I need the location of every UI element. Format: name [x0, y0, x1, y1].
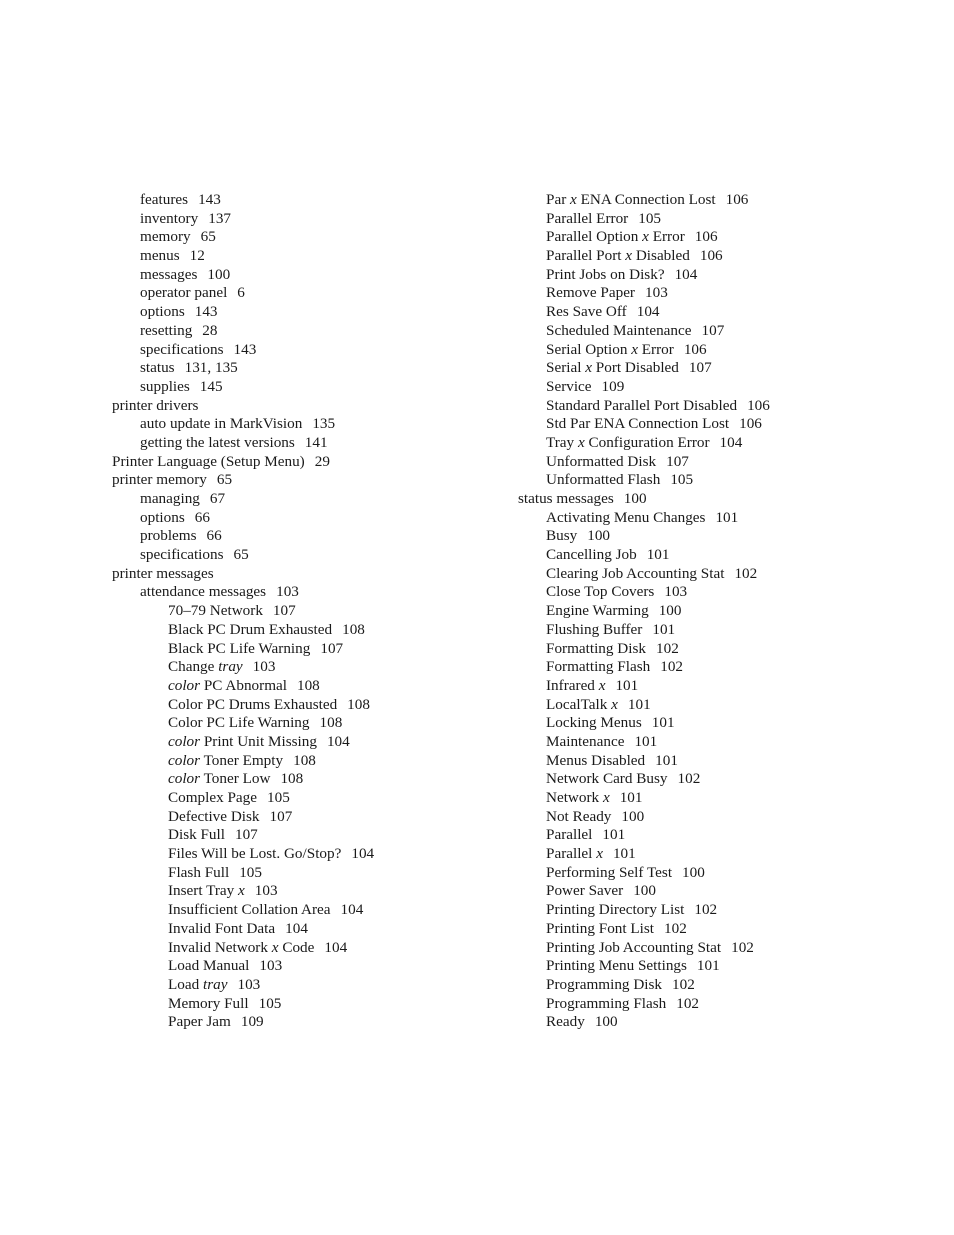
index-entry: [518, 845, 918, 864]
entry-term: Par: [546, 191, 571, 208]
page-reference[interactable]: 108: [342, 620, 365, 638]
entry-term: Complex Page: [168, 789, 258, 806]
page-reference[interactable]: 107: [234, 826, 258, 844]
page-reference[interactable]: 101: [651, 714, 675, 732]
page-reference[interactable]: 100: [633, 882, 656, 900]
index-entry: [518, 583, 918, 602]
index-entry: [518, 228, 918, 247]
entry-term: Serial Option: [546, 340, 632, 358]
index-entry: [112, 957, 512, 976]
index-entry: [112, 583, 512, 602]
entry-term: Invalid Network: [168, 938, 272, 956]
index-entry: [518, 640, 918, 659]
index-entry: [518, 808, 918, 827]
page-reference[interactable]: 135: [312, 415, 336, 433]
page-reference[interactable]: 106: [699, 247, 723, 265]
index-entry: [112, 845, 512, 864]
page-reference[interactable]: 101: [655, 751, 678, 769]
entry-term: printer drivers: [112, 396, 199, 414]
page-reference[interactable]: 103: [252, 658, 276, 676]
index-entry: [112, 415, 512, 434]
entry-term: Files Will be Lost. Go/Stop?: [168, 845, 342, 863]
page-reference[interactable]: 100: [594, 1013, 618, 1031]
entry-term: Formatting Flash: [546, 658, 651, 676]
entry-term: Change: [168, 658, 219, 676]
entry-term: Code: [278, 938, 315, 956]
index-entry: [112, 434, 512, 453]
page-reference[interactable]: 108: [347, 695, 370, 713]
page-reference[interactable]: 104: [719, 433, 743, 451]
entry-term: Unformatted Disk: [546, 452, 657, 470]
entry-term: x: [598, 676, 606, 694]
index-entry: [112, 490, 512, 509]
index-entry: [112, 882, 512, 901]
entry-term: x: [271, 938, 279, 956]
index-heading: [518, 490, 918, 509]
page-reference[interactable]: 29: [314, 452, 330, 470]
entry-term: Paper Jam: [168, 1013, 231, 1031]
index-entry: [112, 1013, 512, 1032]
entry-term: x: [631, 340, 638, 358]
index-entry: [518, 995, 918, 1014]
page-reference[interactable]: 106: [725, 191, 749, 208]
index-entry: [518, 284, 918, 303]
entry-term: messages: [140, 265, 198, 283]
page-reference[interactable]: 107: [269, 807, 293, 825]
entry-term: attendance messages: [140, 583, 267, 601]
index-entry: [112, 826, 512, 845]
index-entry: [518, 733, 918, 752]
entry-term: Error: [648, 228, 685, 246]
entry-term: specifications: [140, 340, 224, 358]
entry-term: Serial: [546, 359, 586, 377]
entry-term: 70–79 Network: [168, 602, 263, 620]
index-entry: [518, 957, 918, 976]
index-entry: [518, 266, 918, 285]
entry-term: Parallel Option: [546, 228, 643, 246]
index-column-right: [518, 191, 918, 1032]
index-entry: [112, 752, 512, 771]
index-entry: [518, 415, 918, 434]
index-heading: [112, 471, 512, 490]
index-entry: [518, 471, 918, 490]
page-reference[interactable]: 104: [324, 938, 348, 956]
page-reference[interactable]: 105: [267, 789, 290, 806]
entry-term: Performing Self Test: [546, 863, 673, 881]
page-reference[interactable]: 100: [207, 265, 231, 283]
entry-term: x: [577, 433, 585, 451]
index-entry: [112, 733, 512, 752]
index-entry: [518, 901, 918, 920]
page-reference[interactable]: 101: [634, 732, 658, 750]
page-reference[interactable]: 102: [672, 975, 695, 993]
page-reference[interactable]: 107: [320, 639, 344, 657]
entry-term: Disabled: [632, 247, 690, 265]
page-reference[interactable]: 102: [664, 919, 687, 937]
entry-term: Printing Menu Settings: [546, 957, 687, 975]
index-entry: [112, 266, 512, 285]
entry-term: Scheduled Maintenance: [546, 321, 692, 339]
index-entry: [112, 714, 512, 733]
entry-term: x: [596, 845, 603, 863]
page-reference[interactable]: 103: [259, 957, 283, 975]
entry-term: x: [602, 789, 610, 806]
page-reference[interactable]: 107: [272, 602, 296, 620]
entry-term: Black PC Life Warning: [168, 639, 311, 657]
page-reference[interactable]: 101: [696, 957, 720, 975]
page-reference[interactable]: 106: [683, 340, 707, 358]
page-reference[interactable]: 145: [199, 377, 223, 395]
index-entry: [518, 939, 918, 958]
page-reference[interactable]: 108: [280, 770, 304, 788]
entry-term: tray: [203, 975, 228, 993]
page-reference[interactable]: 108: [296, 676, 320, 694]
index-entry: [518, 453, 918, 472]
entry-term: x: [625, 247, 633, 265]
entry-term: operator panel: [140, 284, 228, 302]
entry-term: Service: [546, 377, 592, 395]
entry-term: Cancelling Job: [546, 546, 637, 564]
page-reference[interactable]: 104: [285, 919, 308, 937]
page-reference[interactable]: 103: [645, 284, 668, 302]
page-reference[interactable]: 103: [664, 583, 688, 601]
entry-term: Insert Tray: [168, 882, 239, 900]
page-reference[interactable]: 101: [619, 789, 643, 806]
index-entry: [518, 752, 918, 771]
entry-term: problems: [140, 527, 197, 545]
index-entry: [518, 882, 918, 901]
page-reference[interactable]: 102: [676, 994, 700, 1012]
page-reference[interactable]: 65: [216, 471, 233, 489]
index-entry: [112, 864, 512, 883]
index-entry: [112, 546, 512, 565]
page-reference[interactable]: 103: [276, 583, 299, 601]
page-reference[interactable]: 6: [237, 284, 245, 302]
entry-term: Color PC Life Warning: [168, 714, 310, 732]
index-entry: [112, 920, 512, 939]
index-entry: [112, 378, 512, 397]
page-reference[interactable]: 141: [304, 433, 328, 451]
index-entry: [518, 322, 918, 341]
index-entry: [518, 826, 918, 845]
entry-term: options: [140, 508, 185, 526]
page-reference[interactable]: 100: [623, 490, 647, 507]
index-entry: [518, 696, 918, 715]
page-reference[interactable]: 103: [237, 975, 261, 993]
entry-term: Not Ready: [546, 807, 612, 825]
index-entry: [518, 210, 918, 229]
index-entry: [518, 976, 918, 995]
entry-term: Memory Full: [168, 994, 249, 1012]
index-entry: [112, 640, 512, 659]
index-entry: [112, 341, 512, 360]
page-reference[interactable]: 103: [254, 882, 278, 900]
entry-term: status messages: [518, 490, 614, 507]
page-reference[interactable]: 104: [340, 901, 364, 919]
entry-term: Disk Full: [168, 826, 225, 844]
index-entry: [112, 284, 512, 303]
entry-term: Defective Disk: [168, 807, 260, 825]
index-entry: [112, 303, 512, 322]
index-heading: [112, 453, 512, 472]
entry-term: Power Saver: [546, 882, 624, 900]
page-reference[interactable]: 105: [638, 209, 662, 227]
entry-term: Load Manual: [168, 957, 250, 975]
page-reference[interactable]: 101: [602, 826, 626, 844]
index-entry: [518, 303, 918, 322]
entry-term: x: [642, 228, 649, 246]
entry-term: x: [585, 359, 592, 377]
entry-term: status: [140, 359, 175, 377]
page-reference[interactable]: 101: [612, 845, 636, 863]
entry-term: Tray: [546, 433, 578, 451]
entry-term: Unformatted Flash: [546, 471, 661, 489]
entry-term: memory: [140, 228, 191, 246]
index-entry: [112, 228, 512, 247]
page-reference[interactable]: 105: [239, 863, 262, 881]
entry-term: printer messages: [112, 564, 214, 582]
entry-term: x: [570, 191, 577, 208]
page-reference[interactable]: 105: [670, 471, 694, 489]
entry-term: Toner Low: [200, 770, 271, 788]
entry-term: Network Card Busy: [546, 770, 668, 788]
index-entry: [518, 378, 918, 397]
index-entry: [518, 677, 918, 696]
entry-term: Configuration Error: [584, 433, 710, 451]
page-reference[interactable]: 102: [731, 938, 754, 956]
entry-term: color: [168, 676, 201, 694]
page-reference[interactable]: 102: [734, 564, 758, 582]
entry-term: Maintenance: [546, 732, 625, 750]
page-reference[interactable]: 137: [208, 209, 231, 227]
entry-term: Programming Flash: [546, 994, 667, 1012]
page-reference[interactable]: 106: [747, 396, 770, 414]
index-entry: [112, 658, 512, 677]
index-entry: [112, 901, 512, 920]
entry-term: Std Par ENA Connection Lost: [546, 415, 730, 433]
entry-term: menus: [140, 247, 180, 265]
page-reference[interactable]: 100: [621, 807, 645, 825]
index-entry: [112, 995, 512, 1014]
page-reference[interactable]: 143: [198, 191, 221, 208]
page-reference[interactable]: 108: [293, 751, 316, 769]
index-entry: [518, 1013, 918, 1032]
entry-term: specifications: [140, 546, 224, 564]
entry-term: Formatting Disk: [546, 639, 646, 657]
index-entry: [112, 808, 512, 827]
entry-term: inventory: [140, 209, 199, 227]
page-reference[interactable]: 101: [615, 676, 639, 694]
page-reference[interactable]: 109: [240, 1013, 264, 1031]
page-reference[interactable]: 102: [694, 901, 718, 919]
page-reference[interactable]: 65: [233, 546, 249, 564]
page-reference[interactable]: 66: [206, 527, 222, 545]
entry-term: Load: [168, 975, 204, 993]
entry-term: ENA Connection Lost: [576, 191, 716, 208]
page-reference[interactable]: 12: [189, 247, 205, 265]
entry-term: resetting: [140, 321, 193, 339]
entry-term: Flash Full: [168, 863, 230, 881]
entry-term: Insufficient Collation Area: [168, 901, 331, 919]
page-reference[interactable]: 104: [326, 732, 350, 750]
entry-term: Remove Paper: [546, 284, 635, 302]
entry-term: Res Save Off: [546, 303, 627, 321]
entry-term: color: [168, 751, 201, 769]
index-entry: [518, 341, 918, 360]
page-reference[interactable]: 101: [715, 508, 739, 526]
entry-term: Toner Empty: [200, 751, 284, 769]
index-entry: [518, 714, 918, 733]
entry-term: Menus Disabled: [546, 751, 646, 769]
entry-term: managing: [140, 490, 200, 507]
index-entry: [518, 527, 918, 546]
page-reference[interactable]: 107: [666, 452, 689, 470]
index-entry: [518, 920, 918, 939]
entry-term: Activating Menu Changes: [546, 508, 706, 526]
index-column-left: [112, 191, 512, 1032]
entry-term: Engine Warming: [546, 602, 649, 620]
entry-term: Printing Job Accounting Stat: [546, 938, 722, 956]
entry-term: LocalTalk: [546, 695, 612, 713]
entry-term: Print Unit Missing: [200, 732, 317, 750]
entry-term: Invalid Font Data: [168, 919, 276, 937]
index-entry: [112, 602, 512, 621]
entry-term: Standard Parallel Port Disabled: [546, 396, 738, 414]
page-reference[interactable]: 106: [694, 228, 718, 246]
index-entry: [112, 696, 512, 715]
entry-term: Parallel: [546, 845, 597, 863]
page-reference[interactable]: 108: [319, 714, 343, 732]
entry-term: Close Top Covers: [546, 583, 655, 601]
page-reference[interactable]: 28: [202, 321, 218, 339]
entry-term: features: [140, 191, 189, 208]
entry-term: x: [611, 695, 618, 713]
page-reference[interactable]: 107: [688, 359, 712, 377]
index-entry: [112, 359, 512, 378]
index-entry: [112, 939, 512, 958]
entry-term: Parallel: [546, 826, 593, 844]
page-reference[interactable]: 143: [194, 303, 218, 321]
index-entry: [518, 546, 918, 565]
page-reference[interactable]: 143: [233, 340, 257, 358]
index-entry: [112, 210, 512, 229]
entry-term: Error: [637, 340, 674, 358]
index-entry: [518, 789, 918, 808]
entry-term: Print Jobs on Disk?: [546, 265, 665, 283]
index-entry: [518, 509, 918, 528]
index-entry: [518, 658, 918, 677]
entry-term: Color PC Drums Exhausted: [168, 695, 338, 713]
page-reference[interactable]: 131, 135: [184, 359, 238, 377]
page-reference[interactable]: 65: [200, 228, 216, 246]
entry-term: getting the latest versions: [140, 433, 295, 451]
entry-term: Parallel Error: [546, 209, 629, 227]
index-entry: [112, 527, 512, 546]
entry-term: color: [168, 770, 201, 788]
index-entry: [112, 976, 512, 995]
page-reference[interactable]: 102: [660, 658, 683, 676]
page-reference[interactable]: 106: [739, 415, 762, 433]
entry-term: supplies: [140, 377, 190, 395]
entry-term: Network: [546, 789, 603, 806]
entry-term: Printing Directory List: [546, 901, 685, 919]
entry-term: x: [238, 882, 245, 900]
entry-term: Busy: [546, 527, 578, 545]
entry-term: Ready: [546, 1013, 585, 1031]
page-reference[interactable]: 104: [674, 265, 698, 283]
index-entry: [518, 770, 918, 789]
entry-term: Printing Font List: [546, 919, 655, 937]
page-reference[interactable]: 102: [677, 770, 701, 788]
index-entry: [112, 509, 512, 528]
index-entry: [518, 359, 918, 378]
page-reference[interactable]: 66: [194, 508, 210, 526]
entry-term: Locking Menus: [546, 714, 642, 732]
page-reference[interactable]: 100: [587, 527, 611, 545]
index-entry: [518, 621, 918, 640]
entry-term: printer memory: [112, 471, 207, 489]
entry-term: Port Disabled: [591, 359, 679, 377]
entry-term: Infrared: [546, 676, 599, 694]
index-entry: [112, 247, 512, 266]
page-reference[interactable]: 104: [351, 845, 375, 863]
page-reference[interactable]: 107: [701, 321, 725, 339]
page-reference[interactable]: 67: [209, 490, 226, 507]
index-entry: [112, 770, 512, 789]
page-reference[interactable]: 102: [656, 639, 679, 657]
index-entry: [112, 677, 512, 696]
page-reference[interactable]: 104: [636, 303, 660, 321]
entry-term: color: [168, 732, 201, 750]
entry-term: options: [140, 303, 185, 321]
entry-term: Black PC Drum Exhausted: [168, 620, 333, 638]
index-heading: [112, 397, 512, 416]
entry-term: Programming Disk: [546, 975, 663, 993]
page-reference[interactable]: 101: [627, 695, 651, 713]
index-entry: [112, 789, 512, 808]
entry-term: tray: [218, 658, 243, 676]
entry-term: PC Abnormal: [200, 676, 287, 694]
page-reference[interactable]: 101: [646, 546, 670, 564]
index-entry: [518, 397, 918, 416]
page-reference[interactable]: 101: [652, 620, 676, 638]
index-entry: [112, 322, 512, 341]
page-reference[interactable]: 100: [682, 863, 705, 881]
entry-term: Clearing Job Accounting Stat: [546, 564, 725, 582]
entry-term: auto update in MarkVision: [140, 415, 303, 433]
index-entry: [518, 434, 918, 453]
page-reference[interactable]: 109: [601, 377, 625, 395]
index-heading: [112, 565, 512, 584]
index-entry: [518, 247, 918, 266]
page-reference[interactable]: 100: [658, 602, 682, 620]
index-entry: [112, 191, 512, 210]
index-entry: [112, 621, 512, 640]
entry-term: Printer Language (Setup Menu): [112, 452, 305, 470]
entry-term: Flushing Buffer: [546, 620, 643, 638]
index-entry: [518, 565, 918, 584]
index-entry: [518, 191, 918, 210]
index-entry: [518, 602, 918, 621]
entry-term: Parallel Port: [546, 247, 626, 265]
index-entry: [518, 864, 918, 883]
page-reference[interactable]: 105: [258, 994, 282, 1012]
